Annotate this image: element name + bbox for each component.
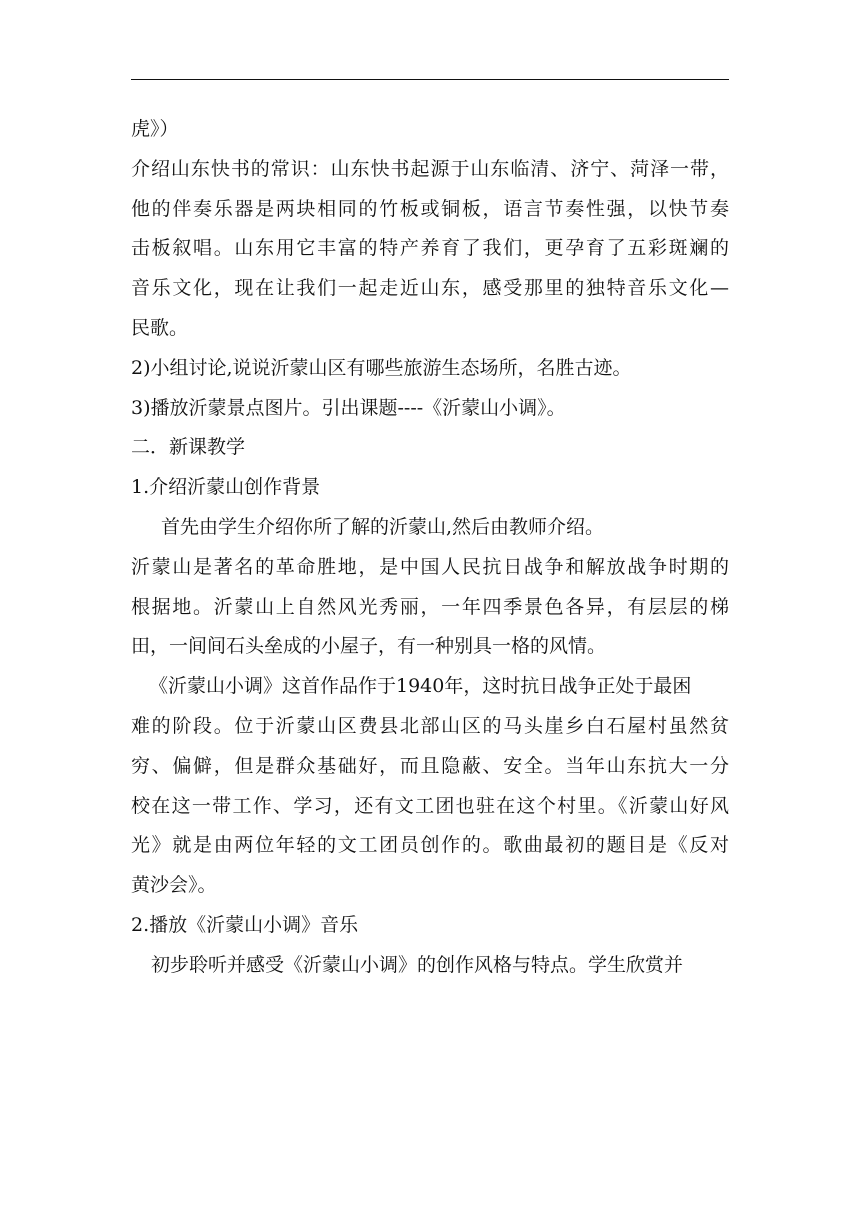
text-line-14: 田，一间间石头垒成的小屋子，有一种别具一格的风情。 bbox=[131, 635, 607, 658]
text-line-3: 他的伴奏乐器是两块相同的竹板或铜板，语言节奏性强，以快节奏 bbox=[131, 197, 729, 220]
text-line-20: 黄沙会》。 bbox=[131, 874, 217, 897]
text-line-4: 击板叙唱。山东用它丰富的特产养育了我们，更孕育了五彩斑斓的 bbox=[131, 237, 729, 260]
text-line-12: 沂蒙山是著名的革命胜地，是中国人民抗日战争和解放战争时期的 bbox=[131, 555, 729, 578]
text-line-13: 根据地。沂蒙山上自然风光秀丽，一年四季景色各异，有层层的梯 bbox=[131, 595, 729, 618]
text-line-15: 《沂蒙山小调》这首作品作于1940年，这时抗日战争正处于最困 bbox=[149, 675, 692, 698]
text-line-6: 民歌。 bbox=[131, 316, 189, 339]
text-line-18: 校在这一带工作、学习，还有文工团也驻在这个村里。《沂蒙山好风 bbox=[131, 794, 729, 817]
text-line-2: 介绍山东快书的常识：山东快书起源于山东临清、济宁、菏泽一带， bbox=[131, 157, 729, 180]
text-line-11: 首先由学生介绍你所了解的沂蒙山,然后由教师介绍。 bbox=[161, 515, 605, 538]
subheading-background: 1.介绍沂蒙山创作背景 bbox=[131, 476, 321, 499]
text-line-1: 虎》） bbox=[131, 118, 179, 140]
text-line-17: 穷、偏僻，但是群众基础好，而且隐蔽、安全。当年山东抗大一分 bbox=[131, 754, 729, 777]
text-line-16: 难的阶段。位于沂蒙山区费县北部山区的马头崖乡白石屋村虽然贫 bbox=[131, 714, 729, 737]
subheading-music: 2.播放《沂蒙山小调》音乐 bbox=[131, 913, 359, 936]
section-heading: 二．新课教学 bbox=[131, 436, 246, 459]
document-body bbox=[131, 110, 731, 986]
text-line-7: 2)小组讨论,说说沂蒙山区有哪些旅游生态场所，名胜古迹。 bbox=[131, 356, 632, 379]
header-rule bbox=[131, 79, 729, 80]
text-line-8: 3)播放沂蒙景点图片。引出课题----《沂蒙山小调》。 bbox=[131, 396, 566, 419]
text-line-22: 初步聆听并感受《沂蒙山小调》的创作风格与特点。学生欣赏并 bbox=[151, 953, 684, 976]
text-line-5: 音乐文化，现在让我们一起走近山东，感受那里的独特音乐文化— bbox=[131, 277, 729, 300]
text-line-19: 光》就是由两位年轻的文工团员创作的。歌曲最初的题目是《反对 bbox=[131, 834, 729, 857]
